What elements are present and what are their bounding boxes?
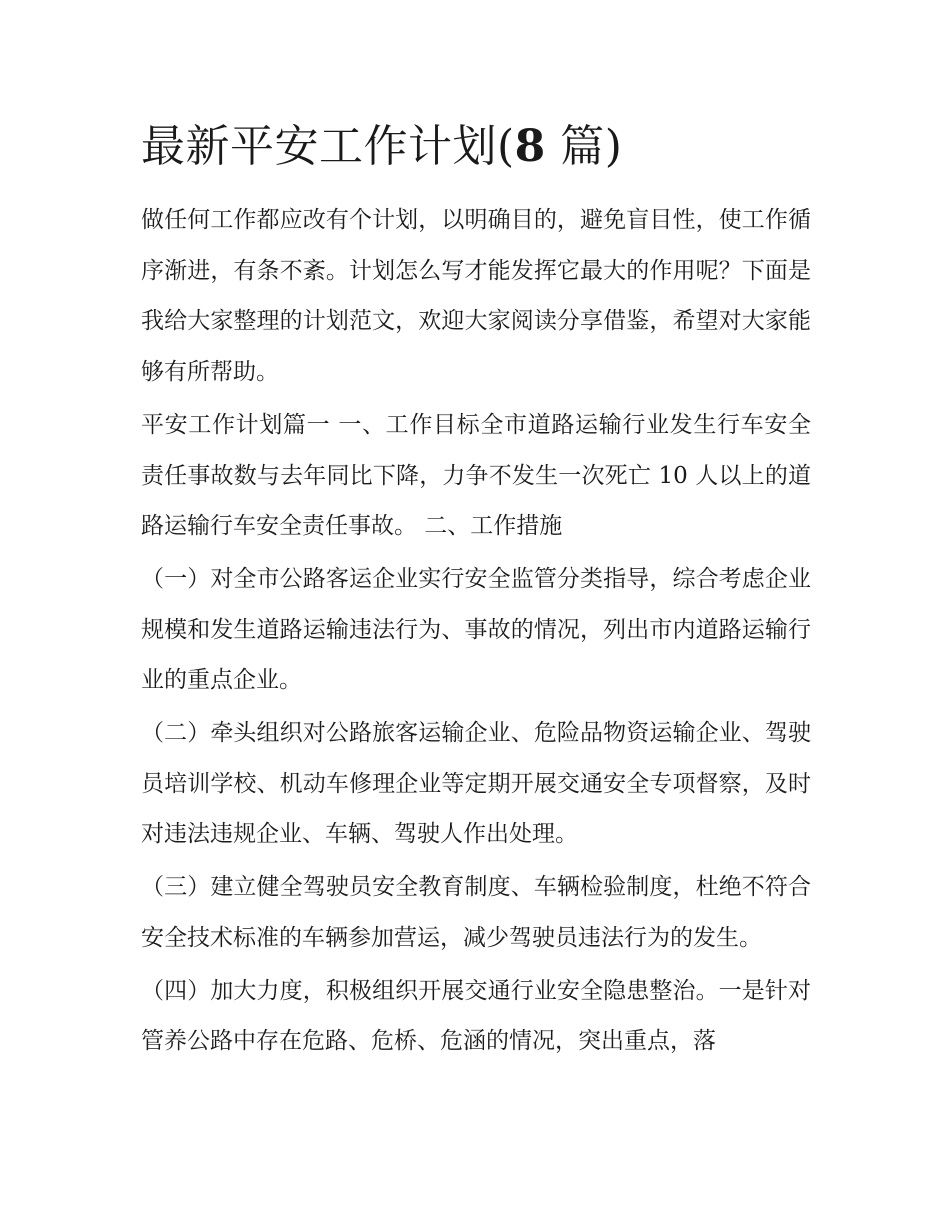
document-title [141, 112, 811, 182]
title-prefix: 最新平安工作计划( [141, 121, 515, 172]
document-body [141, 112, 811, 1069]
measure-three-paragraph: （三）建立健全驾驶员安全教育制度、车辆检验制度，杜绝不符合安全技术标准的车辆参加营运，减少驾驶员违法行为的发生。 [141, 874, 811, 951]
title-suffix: 篇) [545, 121, 623, 172]
measure-two-paragraph: （二）牵头组织对公路旅客运输企业、危险品物资运输企业、驾驶员培训学校、机动车修理企业等定期开展交通安全专项督察，及时对违法违规企业、车辆、驾驶人作出处理。 [141, 720, 811, 848]
title-number: 8 [514, 121, 546, 172]
measure-one-paragraph: （一）对全市公路客运企业实行安全监管分类指导，综合考虑企业规模和发生道路运输违法行为、事故的情况，列出市内道路运输行业的重点企业。 [141, 565, 811, 694]
measure-four-paragraph: （四）加大力度，积极组织开展交通行业安全隐患整治。一是针对管养公路中存在危路、危桥、危涵的情况，突出重点，落 [141, 977, 811, 1055]
section-one-goals-paragraph: 平安工作计划篇一 一、工作目标全市道路运输行业发生行车安全责任事故数与去年同比下降，力争不发生一次死亡 10 人以上的道路运输行车安全责任事故。 二、工作措施 [141, 411, 811, 540]
intro-paragraph: 做任何工作都应改有个计划，以明确目的，避免盲目性，使工作循序渐进，有条不紊。计划怎么写才能发挥它最大的作用呢？下面是我给大家整理的计划范文，欢迎大家阅读分享借鉴，希望对大家能够有所帮助。 [141, 207, 811, 386]
